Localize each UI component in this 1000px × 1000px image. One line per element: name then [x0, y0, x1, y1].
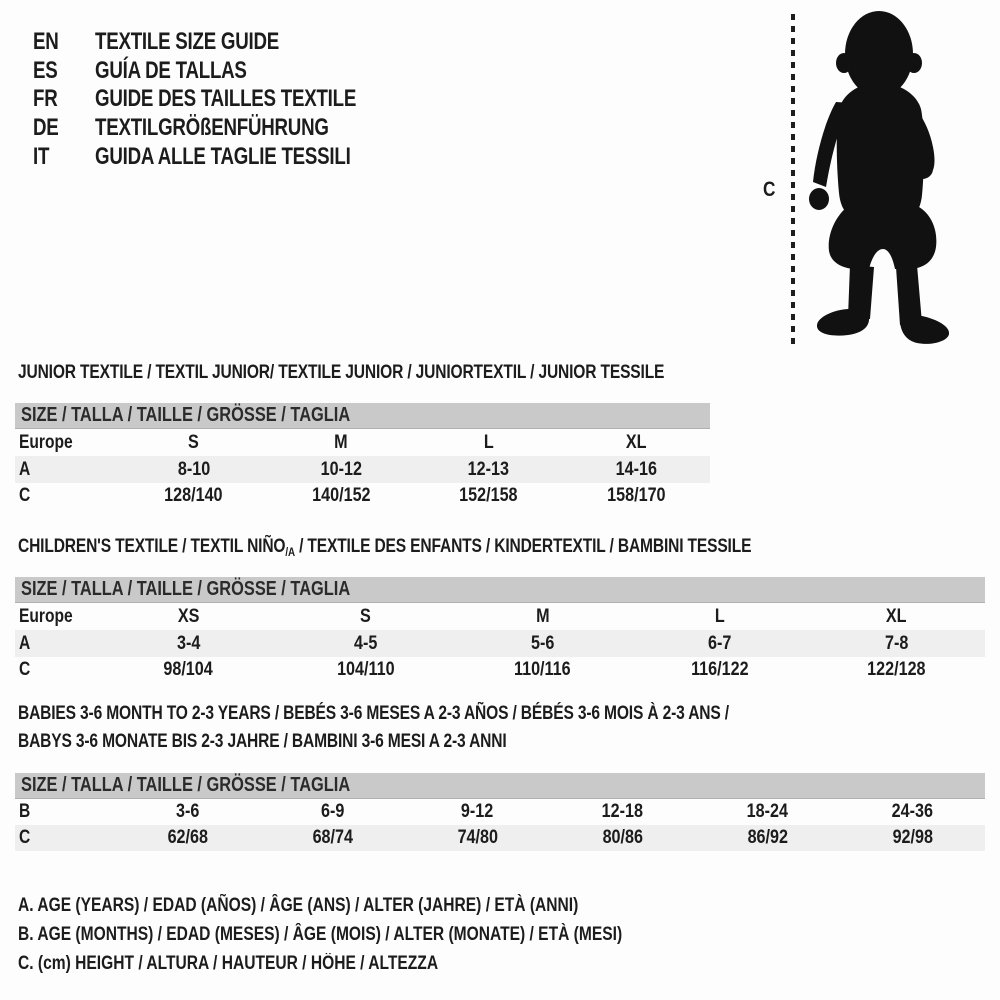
- language-code: IT: [33, 142, 50, 170]
- language-title: GUÍA DE TALLAS: [95, 56, 247, 84]
- note-age-years: A. AGE (YEARS) / EDAD (AÑOS) / ÂGE (ANS) / ALTER (JAHRE) / ETÀ (ANNI): [18, 894, 579, 916]
- table-cell: 158/170: [607, 485, 666, 506]
- table-cell: 14-16: [563, 456, 711, 483]
- row-label-cell: A: [15, 456, 120, 483]
- row-label-cell: Europe: [19, 431, 73, 453]
- height-measure-label: C: [763, 178, 776, 201]
- note-height-cm: C. (cm) HEIGHT / ALTURA / HAUTEUR / HÖHE / ALTEZZA: [18, 952, 439, 974]
- language-row-it: [33, 142, 430, 171]
- table-cell: 104/110: [336, 659, 395, 680]
- table-cell: XS: [177, 605, 200, 627]
- table-cell: 6-9: [320, 801, 345, 822]
- table-cell: 140/152: [312, 485, 371, 506]
- children-size-table: [15, 577, 985, 683]
- table-cell: 24-36: [891, 801, 934, 822]
- table-cell: 98/104: [163, 659, 214, 680]
- language-code: DE: [33, 114, 59, 142]
- table-cell: S: [188, 431, 200, 453]
- babies-section-title: BABIES 3-6 MONTH TO 2-3 YEARS / BEBÉS 3-6 MESES A 2-3 AÑOS / BÉBÉS 3-6 MOIS À 2-3 ANS / BABYS 3-6 MONATE BIS 2-3 JAHRE / BAMBINI 3-6 MESI A 2-3 ANNI: [18, 703, 729, 752]
- language-list: [33, 28, 430, 171]
- size-header-bar: SIZE / TALLA / TAILLE / GRÖSSE / TAGLIA: [15, 403, 710, 429]
- table-cell: 10-12: [268, 456, 416, 483]
- table-cell: 80/86: [550, 825, 695, 851]
- table-cell: 12-18: [601, 801, 644, 822]
- table-cell: 7-8: [808, 630, 985, 657]
- height-dashed-line: [791, 14, 795, 345]
- children-section-title: CHILDREN'S TEXTILE / TEXTIL $NIÑO_{/A}$ / TEXTILE DES ENFANTS / KINDERTEXTIL / BAMBINI TESSILE: [18, 536, 752, 559]
- table-cell: L: [483, 431, 494, 453]
- language-code: ES: [33, 56, 58, 84]
- subscript-a: /A: [285, 545, 295, 559]
- babies-size-table: [15, 773, 985, 851]
- table-cell: 8-10: [120, 456, 268, 483]
- legend-notes: [18, 891, 755, 978]
- toddler-silhouette-icon: [805, 5, 957, 353]
- table-cell: XL: [886, 605, 907, 627]
- row-label-cell: Europe: [19, 605, 73, 627]
- junior-size-table: [15, 403, 710, 509]
- table-cell: 68/74: [260, 825, 405, 851]
- table-cell: S: [360, 605, 371, 627]
- table-cell: 6-7: [631, 630, 808, 657]
- size-header-bar: SIZE / TALLA / TAILLE / GRÖSSE / TAGLIA: [15, 773, 985, 799]
- table-cell: 18-24: [746, 801, 789, 822]
- row-label-cell: B: [19, 801, 31, 822]
- table-cell: 116/122: [690, 659, 749, 680]
- table-cell: 92/98: [840, 825, 985, 851]
- table-cell: 5-6: [454, 630, 631, 657]
- table-cell: 9-12: [461, 801, 494, 822]
- language-row-en: [33, 28, 430, 57]
- table-cell: 62/68: [115, 825, 260, 851]
- table-cell: 74/80: [405, 825, 550, 851]
- language-title: GUIDE DES TAILLES TEXTILE: [95, 85, 357, 113]
- table-cell: XL: [625, 431, 647, 453]
- row-label-cell: C: [15, 825, 115, 851]
- language-title: TEXTILGRÖßENFÜHRUNG: [95, 114, 329, 142]
- note-age-months: B. AGE (MONTHS) / EDAD (MESES) / ÂGE (MOIS) / ALTER (MONATE) / ETÀ (MESI): [18, 923, 623, 945]
- table-cell: M: [535, 605, 550, 627]
- junior-section-title: JUNIOR TEXTILE / TEXTIL JUNIOR/ TEXTILE JUNIOR / JUNIORTEXTIL / JUNIOR TESSILE: [18, 362, 665, 383]
- language-row-de: [33, 114, 430, 143]
- table-cell: 122/128: [867, 659, 926, 680]
- table-cell: 4-5: [277, 630, 454, 657]
- size-header-bar: SIZE / TALLA / TAILLE / GRÖSSE / TAGLIA: [15, 577, 985, 603]
- table-cell: L: [714, 605, 725, 627]
- row-label-cell: C: [19, 485, 31, 506]
- language-row-fr: [33, 85, 430, 114]
- row-label-cell: C: [19, 659, 31, 680]
- language-title: TEXTILE SIZE GUIDE: [95, 28, 280, 56]
- table-cell: 110/116: [514, 659, 571, 680]
- table-cell: 128/140: [164, 485, 223, 506]
- row-label-cell: A: [15, 630, 100, 657]
- language-title: GUIDA ALLE TAGLIE TESSILI: [95, 142, 351, 170]
- table-cell: M: [334, 431, 348, 453]
- table-cell: 3-6: [175, 801, 200, 822]
- language-code: EN: [33, 28, 59, 56]
- language-code: FR: [33, 85, 58, 113]
- table-cell: 12-13: [415, 456, 563, 483]
- table-cell: 3-4: [100, 630, 277, 657]
- language-row-es: [33, 57, 430, 86]
- table-cell: 86/92: [695, 825, 840, 851]
- table-cell: 152/158: [459, 485, 518, 506]
